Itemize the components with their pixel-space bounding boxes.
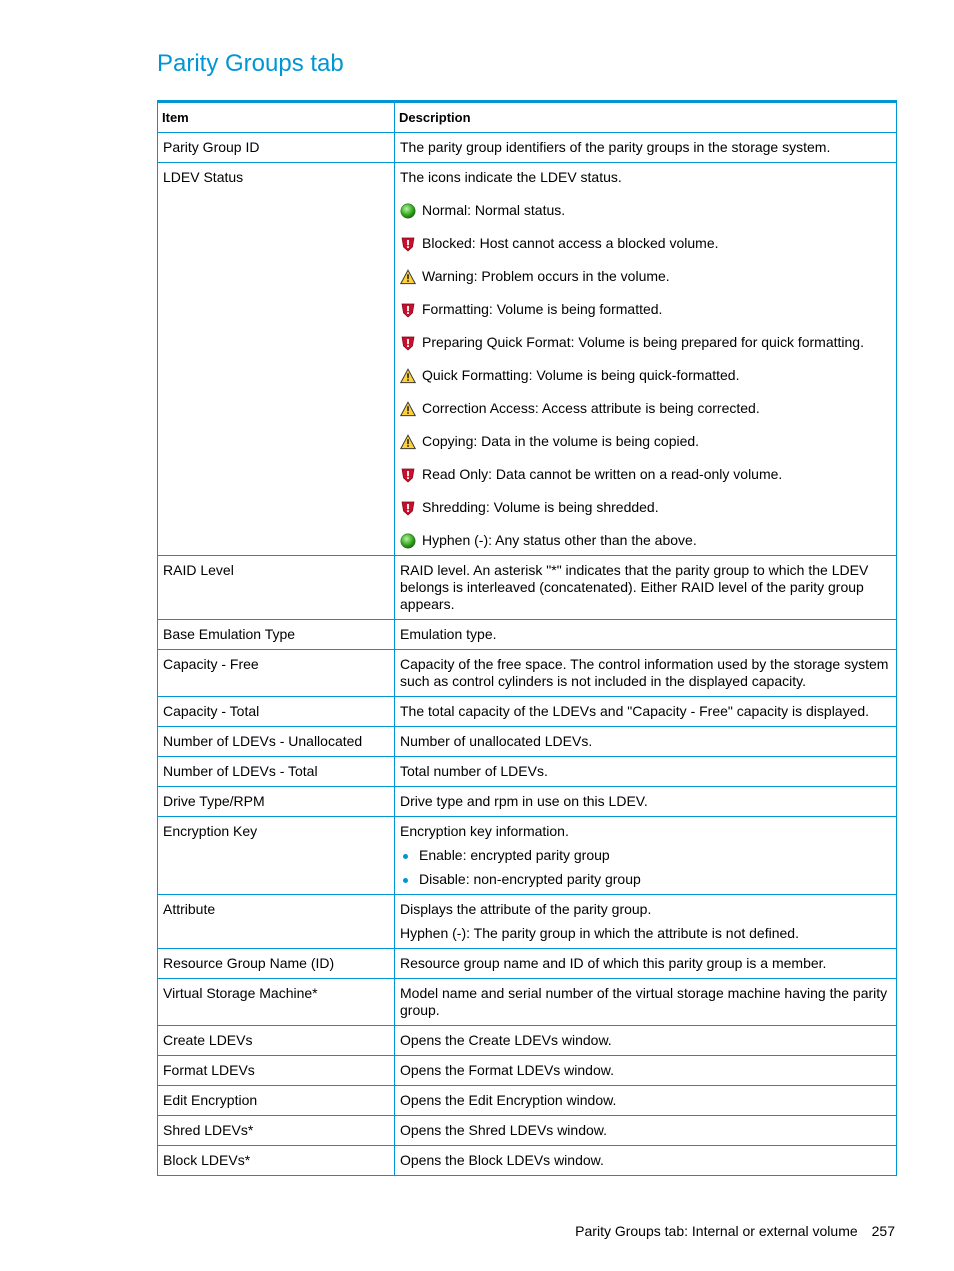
status-text: Hyphen (-): Any status other than the above. bbox=[422, 532, 697, 548]
description-text: Capacity of the free space. The control information used by the storage system such as control cylinders is not included in the displayed capacity. bbox=[400, 656, 889, 689]
table-body bbox=[158, 133, 897, 1176]
item-cell: Virtual Storage Machine* bbox=[158, 979, 395, 1026]
page-number: 257 bbox=[871, 1223, 895, 1239]
description-cell bbox=[395, 1116, 897, 1146]
description-text: The parity group identifiers of the parity groups in the storage system. bbox=[400, 139, 831, 155]
page-footer bbox=[575, 1223, 895, 1239]
description-cell bbox=[395, 163, 897, 556]
description-cell bbox=[395, 1056, 897, 1086]
description-text: Opens the Block LDEVs window. bbox=[400, 1152, 604, 1168]
status-entry bbox=[400, 400, 891, 417]
item-cell: Shred LDEVs* bbox=[158, 1116, 395, 1146]
warning-icon bbox=[400, 434, 416, 450]
item-cell: LDEV Status bbox=[158, 163, 395, 556]
description-cell bbox=[395, 817, 897, 895]
status-entry bbox=[400, 235, 891, 252]
blocked-icon bbox=[400, 500, 416, 516]
item-cell: RAID Level bbox=[158, 556, 395, 620]
description-cell bbox=[395, 979, 897, 1026]
description-cell bbox=[395, 895, 897, 949]
status-entry bbox=[400, 466, 891, 483]
description-text: The total capacity of the LDEVs and "Capacity - Free" capacity is displayed. bbox=[400, 703, 870, 719]
status-text: Blocked: Host cannot access a blocked volume. bbox=[422, 235, 719, 251]
description-text: Hyphen (-): The parity group in which the attribute is not defined. bbox=[400, 925, 799, 941]
item-cell: Capacity - Free bbox=[158, 650, 395, 697]
table-row bbox=[158, 787, 897, 817]
description-cell bbox=[395, 133, 897, 163]
description-text: Model name and serial number of the virtual storage machine having the parity group. bbox=[400, 985, 888, 1018]
status-text: Shredding: Volume is being shredded. bbox=[422, 499, 659, 515]
item-cell: Attribute bbox=[158, 895, 395, 949]
warning-icon bbox=[400, 269, 416, 285]
description-text: Displays the attribute of the parity group. bbox=[400, 901, 652, 917]
bullet-list bbox=[400, 847, 891, 888]
status-entry bbox=[400, 367, 891, 384]
item-cell: Base Emulation Type bbox=[158, 620, 395, 650]
description-cell bbox=[395, 650, 897, 697]
item-cell: Drive Type/RPM bbox=[158, 787, 395, 817]
description-text: Resource group name and ID of which this parity group is a member. bbox=[400, 955, 827, 971]
blocked-icon bbox=[400, 302, 416, 318]
description-cell bbox=[395, 787, 897, 817]
description-text: Emulation type. bbox=[400, 626, 497, 642]
table-row bbox=[158, 620, 897, 650]
description-text: Drive type and rpm in use on this LDEV. bbox=[400, 793, 648, 809]
description-text: RAID level. An asterisk "*" indicates that the parity group to which the LDEV belongs is interleaved (concatenated). Either RAID level of the parity group appears. bbox=[400, 562, 869, 612]
parity-groups-table bbox=[157, 100, 897, 1176]
table-row bbox=[158, 133, 897, 163]
bullet-item: Disable: non-encrypted parity group bbox=[400, 871, 891, 888]
item-cell: Number of LDEVs - Total bbox=[158, 757, 395, 787]
blocked-icon bbox=[400, 467, 416, 483]
status-entry bbox=[400, 301, 891, 318]
description-text: Opens the Create LDEVs window. bbox=[400, 1032, 612, 1048]
description-cell bbox=[395, 1146, 897, 1176]
table-row bbox=[158, 1116, 897, 1146]
status-entry bbox=[400, 202, 891, 219]
table-row bbox=[158, 1056, 897, 1086]
warning-icon bbox=[400, 368, 416, 384]
status-text: Correction Access: Access attribute is being corrected. bbox=[422, 400, 760, 416]
status-entry bbox=[400, 334, 891, 351]
item-cell: Format LDEVs bbox=[158, 1056, 395, 1086]
footer-section-title: Parity Groups tab: Internal or external volume bbox=[575, 1223, 858, 1239]
description-text: Encryption key information. bbox=[400, 823, 569, 839]
bullet-item: Enable: encrypted parity group bbox=[400, 847, 891, 864]
blocked-icon bbox=[400, 236, 416, 252]
table-row bbox=[158, 1146, 897, 1176]
description-cell bbox=[395, 620, 897, 650]
description-text: Opens the Format LDEVs window. bbox=[400, 1062, 614, 1078]
description-cell bbox=[395, 556, 897, 620]
status-entry bbox=[400, 499, 891, 516]
table-row bbox=[158, 817, 897, 895]
column-header-item: Item bbox=[158, 102, 395, 133]
normal-icon bbox=[400, 533, 416, 549]
description-cell bbox=[395, 949, 897, 979]
table-header-row bbox=[158, 102, 897, 133]
table-row bbox=[158, 163, 897, 556]
status-text: Preparing Quick Format: Volume is being prepared for quick formatting. bbox=[422, 334, 864, 350]
item-cell: Parity Group ID bbox=[158, 133, 395, 163]
table-row bbox=[158, 949, 897, 979]
description-text: Number of unallocated LDEVs. bbox=[400, 733, 593, 749]
description-text: The icons indicate the LDEV status. bbox=[400, 169, 622, 185]
description-text: Opens the Shred LDEVs window. bbox=[400, 1122, 608, 1138]
item-cell: Resource Group Name (ID) bbox=[158, 949, 395, 979]
table-row bbox=[158, 895, 897, 949]
status-entry bbox=[400, 268, 891, 285]
table-row bbox=[158, 1026, 897, 1056]
item-cell: Encryption Key bbox=[158, 817, 395, 895]
item-cell: Number of LDEVs - Unallocated bbox=[158, 727, 395, 757]
status-entry bbox=[400, 532, 891, 549]
item-cell: Capacity - Total bbox=[158, 697, 395, 727]
status-text: Quick Formatting: Volume is being quick-formatted. bbox=[422, 367, 740, 383]
description-cell bbox=[395, 1086, 897, 1116]
table-row bbox=[158, 697, 897, 727]
item-cell: Create LDEVs bbox=[158, 1026, 395, 1056]
blocked-icon bbox=[400, 335, 416, 351]
table-row bbox=[158, 727, 897, 757]
item-cell: Block LDEVs* bbox=[158, 1146, 395, 1176]
item-cell: Edit Encryption bbox=[158, 1086, 395, 1116]
column-header-description: Description bbox=[395, 102, 897, 133]
description-cell bbox=[395, 757, 897, 787]
status-text: Read Only: Data cannot be written on a read-only volume. bbox=[422, 466, 783, 482]
table-row bbox=[158, 650, 897, 697]
status-text: Formatting: Volume is being formatted. bbox=[422, 301, 663, 317]
table-row bbox=[158, 1086, 897, 1116]
normal-icon bbox=[400, 203, 416, 219]
status-text: Warning: Problem occurs in the volume. bbox=[422, 268, 670, 284]
page-title: Parity Groups tab bbox=[157, 50, 344, 77]
status-text: Normal: Normal status. bbox=[422, 202, 566, 218]
status-text: Copying: Data in the volume is being copied. bbox=[422, 433, 700, 449]
table-row bbox=[158, 979, 897, 1026]
description-cell bbox=[395, 697, 897, 727]
description-cell bbox=[395, 727, 897, 757]
description-text: Opens the Edit Encryption window. bbox=[400, 1092, 617, 1108]
table-row bbox=[158, 757, 897, 787]
table-row bbox=[158, 556, 897, 620]
description-cell bbox=[395, 1026, 897, 1056]
warning-icon bbox=[400, 401, 416, 417]
status-entry bbox=[400, 433, 891, 450]
description-text: Total number of LDEVs. bbox=[400, 763, 548, 779]
